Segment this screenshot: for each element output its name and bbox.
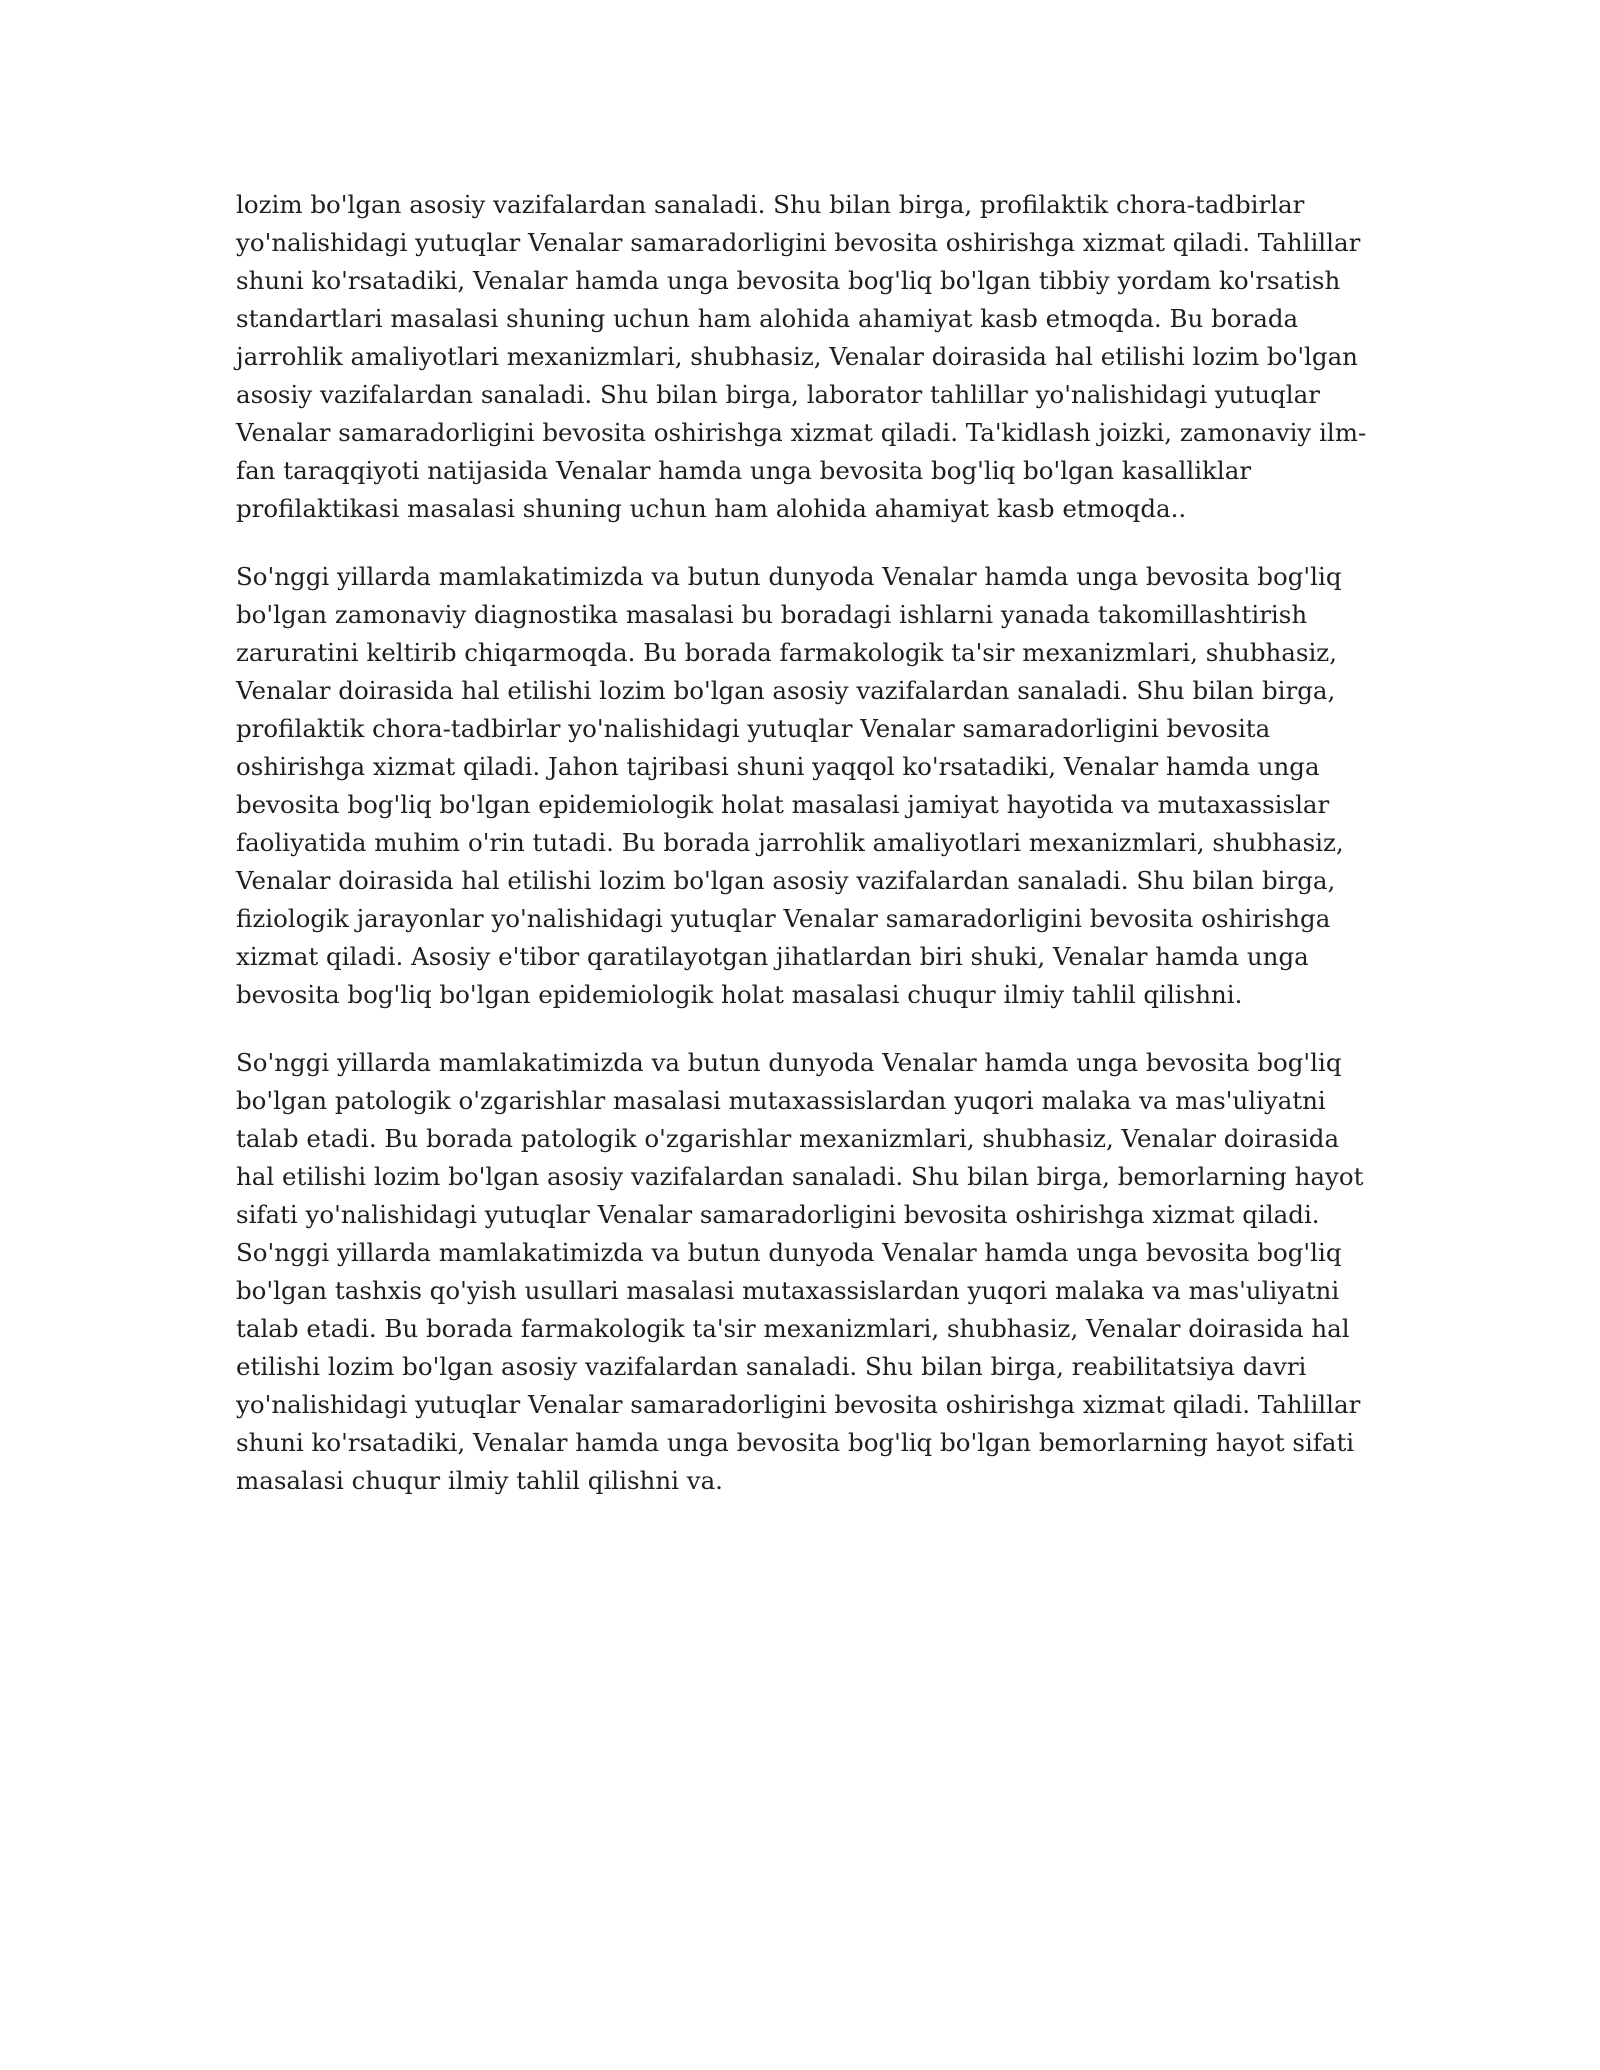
document-body: [236, 186, 1376, 1530]
paragraph-3: So'nggi yillarda mamlakatimizda va butun dunyoda Venalar hamda unga bevosita bog'liq bo'lgan patologik o'zgarishlar masalasi mutaxassislardan yuqori malaka va mas'uliyatni talab etadi. Bu borada patologik o'zgarishlar mexanizmlari, shubhasiz, Venalar doirasida hal etilishi lozim bo'lgan asosiy vazifalardan sanaladi. Shu bilan birga, bemorlarning hayot sifati yo'nalishidagi yutuqlar Venalar samaradorligini bevosita oshirishga xizmat qiladi. So'nggi yillarda mamlakatimizda va butun dunyoda Venalar hamda unga bevosita bog'liq bo'lgan tashxis qo'yish usullari masalasi mutaxassislardan yuqori malaka va mas'uliyatni talab etadi. Bu borada farmakologik ta'sir mexanizmlari, shubhasiz, Venalar doirasida hal etilishi lozim bo'lgan asosiy vazifalardan sanaladi. Shu bilan birga, reabilitatsiya davri yo'nalishidagi yutuqlar Venalar samaradorligini bevosita oshirishga xizmat qiladi. Tahlillar shuni ko'rsatadiki, Venalar hamda unga bevosita bog'liq bo'lgan bemorlarning hayot sifati masalasi chuqur ilmiy tahlil qilishni va.: [236, 1048, 1364, 1495]
paragraph-1: lozim bo'lgan asosiy vazifalardan sanaladi. Shu bilan birga, profilaktik chora-tadbirlar yo'nalishidagi yutuqlar Venalar samaradorligini bevosita oshirishga xizmat qiladi. Tahlillar shuni ko'rsatadiki, Venalar hamda unga bevosita bog'liq bo'lgan tibbiy yordam ko'rsatish standartlari masalasi shuning uchun ham alohida ahamiyat kasb etmoqda. Bu borada jarrohlik amaliyotlari mexanizmlari, shubhasiz, Venalar doirasida hal etilishi lozim bo'lgan asosiy vazifalardan sanaladi. Shu bilan birga, laborator tahlillar yo'nalishidagi yutuqlar Venalar samaradorligini bevosita oshirishga xizmat qiladi. Ta'kidlash joizki, zamonaviy ilm-fan taraqqiyoti natijasida Venalar hamda unga bevosita bog'liq bo'lgan kasalliklar profilaktikasi masalasi shuning uchun ham alohida ahamiyat kasb etmoqda..: [236, 190, 1367, 523]
paragraph-2: So'nggi yillarda mamlakatimizda va butun dunyoda Venalar hamda unga bevosita bog'liq bo'lgan zamonaviy diagnostika masalasi bu boradagi ishlarni yanada takomillashtirish zaruratini keltirib chiqarmoqda. Bu borada farmakologik ta'sir mexanizmlari, shubhasiz, Venalar doirasida hal etilishi lozim bo'lgan asosiy vazifalardan sanaladi. Shu bilan birga, profilaktik chora-tadbirlar yo'nalishidagi yutuqlar Venalar samaradorligini bevosita oshirishga xizmat qiladi. Jahon tajribasi shuni yaqqol ko'rsatadiki, Venalar hamda unga bevosita bog'liq bo'lgan epidemiologik holat masalasi jamiyat hayotida va mutaxassislar faoliyatida muhim o'rin tutadi. Bu borada jarrohlik amaliyotlari mexanizmlari, shubhasiz, Venalar doirasida hal etilishi lozim bo'lgan asosiy vazifalardan sanaladi. Shu bilan birga, fiziologik jarayonlar yo'nalishidagi yutuqlar Venalar samaradorligini bevosita oshirishga xizmat qiladi. Asosiy e'tibor qaratilayotgan jihatlardan biri shuki, Venalar hamda unga bevosita bog'liq bo'lgan epidemiologik holat masalasi chuqur ilmiy tahlil qilishni.: [236, 562, 1344, 1009]
